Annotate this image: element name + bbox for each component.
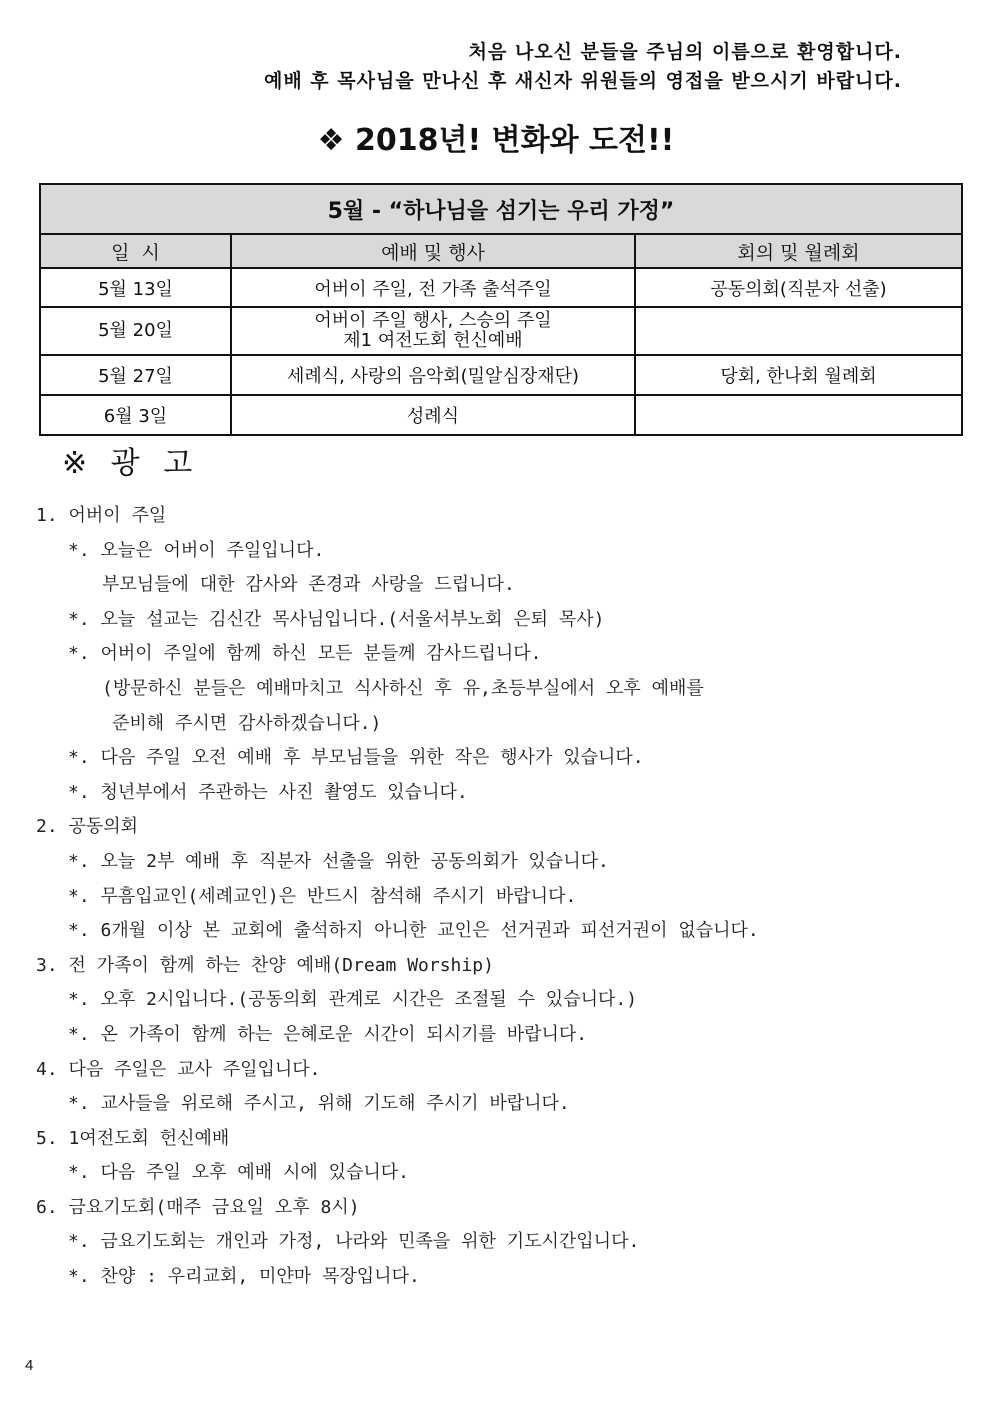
row-meeting <box>635 307 962 355</box>
table-row <box>40 395 962 435</box>
table-row <box>40 355 962 395</box>
row-event <box>231 307 635 355</box>
event-line: 제1 여전도회 헌신예배 <box>343 330 523 351</box>
announcements-list <box>36 499 956 1295</box>
announcement-line: *. 다음 주일 오전 예배 후 부모님들을 위한 작은 행사가 있습니다. <box>68 747 644 769</box>
welcome-message <box>264 38 902 96</box>
event-line: 어버이 주일, 전 가족 출석주일 <box>314 278 552 300</box>
welcome-line-1: 처음 나오신 분들을 주님의 이름으로 환영합니다. <box>468 41 902 63</box>
row-date: 5월 13일 <box>40 268 231 307</box>
announcement-title: 3. 전 가족이 함께 하는 찬양 예배(Dream Worship) <box>36 954 494 976</box>
announcements-heading: ※ 광 고 <box>62 446 200 481</box>
row-date: 5월 20일 <box>40 307 231 355</box>
row-meeting: 당회, 한나회 월례회 <box>635 355 962 395</box>
welcome-line-2: 예배 후 목사님을 만나신 후 새신자 위원들의 영접을 받으시기 바랍니다. <box>263 70 902 92</box>
announcement-line: (방문하신 분들은 예배마치고 식사하신 후 유,초등부실에서 오후 예배를 <box>102 677 704 699</box>
table-row <box>40 307 962 355</box>
announcement-line: *. 오늘 2부 예배 후 직분자 선출을 위한 공동의회가 있습니다. <box>68 850 609 872</box>
row-event <box>231 395 635 435</box>
header-meeting: 회의 및 월례회 <box>635 234 962 268</box>
announcement-line: *. 찬양 : 우리교회, 미얀마 목장입니다. <box>68 1266 420 1288</box>
announcement-line: *. 오후 2시입니다.(공동의회 관계로 시간은 조절될 수 있습니다.) <box>68 989 638 1011</box>
announcement-line: *. 오늘은 어버이 주일입니다. <box>68 539 325 561</box>
schedule-banner: 5월 - “하나님을 섬기는 우리 가정” <box>40 184 962 234</box>
announcement-line: *. 6개월 이상 본 교회에 출석하지 아니한 교인은 선거권과 피선거권이 없습니다. <box>68 920 759 942</box>
row-date: 6월 3일 <box>40 395 231 435</box>
announcement-line: 부모님들에 대한 감사와 존경과 사랑을 드립니다. <box>102 574 515 596</box>
row-meeting <box>635 395 962 435</box>
announcement-title: 1. 어버이 주일 <box>36 505 167 526</box>
row-meeting: 공동의회(직분자 선출) <box>635 268 962 307</box>
announcement-line: *. 교사들을 위로해 주시고, 위해 기도해 주시기 바랍니다. <box>68 1093 570 1115</box>
announcement-line: *. 온 가족이 함께 하는 은혜로운 시간이 되시기를 바랍니다. <box>68 1023 588 1045</box>
event-line: 세례식, 사랑의 음악회(밀알심장재단) <box>286 366 580 387</box>
announcement-line: *. 오늘 설교는 김신간 목사님입니다.(서울서부노회 은퇴 목사) <box>68 608 605 630</box>
row-event <box>231 355 635 395</box>
announcement-line: *. 다음 주일 오후 예배 시에 있습니다. <box>68 1162 409 1184</box>
schedule-table <box>39 183 963 436</box>
row-date: 5월 27일 <box>40 355 231 395</box>
table-row <box>40 268 962 307</box>
announcement-line: *. 무흠입교인(세례교인)은 반드시 참석해 주시기 바랍니다. <box>68 885 577 907</box>
announcement-title: 4. 다음 주일은 교사 주일입니다. <box>36 1058 321 1080</box>
page-title: ❖ 2018년! 변화와 도전!! <box>317 123 675 158</box>
announcement-title: 5. 1여전도회 헌신예배 <box>36 1127 230 1149</box>
announcement-title: 2. 공동의회 <box>36 816 139 838</box>
header-event: 예배 및 행사 <box>231 234 635 268</box>
event-line: 어버이 주일 행사, 스승의 주일 <box>314 310 552 331</box>
announcement-line: *. 청년부에서 주관하는 사진 촬영도 있습니다. <box>68 781 468 803</box>
event-line: 성례식 <box>406 406 460 427</box>
announcement-line: 준비해 주시면 감사하겠습니다.) <box>112 712 382 734</box>
announcement-title: 6. 금요기도회(매주 금요일 오후 8시) <box>36 1196 360 1218</box>
announcement-line: *. 금요기도회는 개인과 가정, 나라와 민족을 위한 기도시간입니다. <box>68 1231 640 1253</box>
header-date: 일 시 <box>40 234 231 268</box>
row-event <box>231 268 635 307</box>
announcement-line: *. 어버이 주일에 함께 하신 모든 분들께 감사드립니다. <box>68 643 542 665</box>
page-number: 4 <box>25 1357 34 1374</box>
